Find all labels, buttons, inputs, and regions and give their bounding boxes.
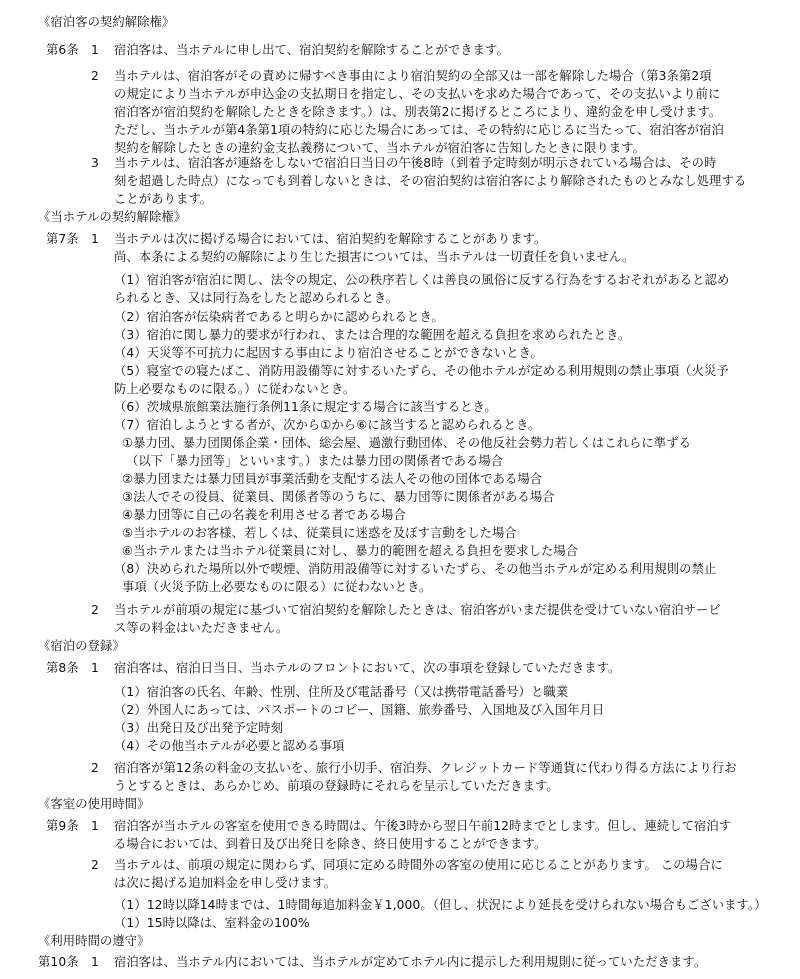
list-item: 事項（火災予防上必要なものに限る）に従わないとき。 (122, 580, 432, 594)
paragraph-line: 当ホテルは、前項の規定に関わらず、同項に定める時間外の客室の使用に応じることがあります。 この場合に (114, 858, 723, 872)
section-heading: 《利用時間の遵守》 (38, 934, 150, 948)
list-item: （6）茨城県旅館業法施行条例11条に規定する場合に該当するとき。 (114, 400, 497, 414)
list-item: （5）寝室での寝たばこ、消防用設備等に対するいたずら、その他ホテルが定める利用規則の禁止事項（火災予 (114, 364, 729, 378)
sub-list-item: ⑤当ホテルのお客様、若しくは、従業員に迷惑を及ぼす言動をした場合 (122, 526, 517, 540)
paragraph-number: 2 (91, 858, 99, 872)
list-item: （4）天災等不可抗力に起因する事由により宿泊させることができないとき。 (114, 346, 543, 360)
paragraph-number: 1 (91, 955, 99, 969)
paragraph-line: 契約を解除したときの違約金支払義務について、当ホテルが宿泊客に告知したときに限ります。 (114, 141, 645, 155)
paragraph-line: 宿泊客は、当ホテルに申し出て、宿泊契約を解除することができます。 (114, 43, 509, 57)
article-label: 第8条 (46, 661, 79, 675)
list-item: 防上必要なものに限る。）に従わないとき。 (114, 382, 356, 396)
section-heading: 《宿泊客の契約解除権》 (38, 15, 175, 29)
list-item: （1）宿泊客が宿泊に関し、法令の規定、公の秩序若しくは善良の風俗に反する行為をするおそれがあると認め (114, 273, 730, 287)
article-label: 第9条 (46, 819, 79, 833)
paragraph-number: 1 (91, 232, 99, 246)
article-label: 第7条 (46, 232, 79, 246)
list-item: られるとき、又は同行為をしたと認められるとき。 (114, 291, 399, 305)
list-item: （2）外国人にあっては、パスポートのコピー、国籍、旅券番号、入国地及び入国年月日 (114, 703, 605, 717)
paragraph-number: 1 (91, 661, 99, 675)
paragraph-line: ことがあります。 (114, 192, 213, 206)
paragraph-line: 宿泊客が第12条の料金の支払いを、旅行小切手、宿泊券、クレジットカード等通貨に代わり得る方法により行お (114, 761, 737, 775)
paragraph-line: 当ホテルが前項の規定に基づいて宿泊契約を解除したときは、宿泊客がいまだ提供を受けていない宿泊サービ (114, 603, 721, 617)
sub-list-item: （以下「暴力団等」といいます。）または暴力団の関係者である場合 (126, 454, 504, 468)
list-item: （2）宿泊客が伝染病者であると明らかに認められるとき。 (114, 310, 444, 324)
paragraph-line: 宿泊客が宿泊契約を解除したときを除きます。）は、別表第2に掲げるところにより、違約金を申し受けます。 (114, 105, 722, 119)
paragraph-line: 刻を超過した時点）になっても到着しないときは、その宿泊契約は宿泊客により解除されたものとみなし処理する (114, 174, 747, 188)
paragraph-number: 2 (91, 603, 99, 617)
sub-list-item: ④暴力団等に自己の名義を利用させる者である場合 (122, 508, 406, 522)
article-label: 第6条 (46, 43, 79, 57)
paragraph-number: 1 (91, 43, 99, 57)
paragraph-number: 1 (91, 819, 99, 833)
paragraph-line: ただし、当ホテルが第4条第1項の特約に応じた場合にあっては、その特約に応じるに当たって、宿泊客が宿泊 (114, 123, 724, 137)
list-item: （7）宿泊しようとする者が、次から①から⑥に該当すると認められるとき。 (114, 418, 541, 432)
paragraph-line: 宿泊客は、当ホテル内においては、当ホテルが定めてホテル内に提示した利用規則に従っていただきます。 (114, 955, 707, 969)
list-item: （1）宿泊客の氏名、年齢、性別、住所及び電話番号（又は携帯電話番号）と職業 (114, 685, 569, 699)
paragraph-number: 2 (91, 761, 99, 775)
paragraph-line: は次に掲げる追加料金を申し受けます。 (114, 876, 337, 890)
paragraph-line: る場合においては、到着日及び出発日を除き、終日使用することができます。 (114, 837, 547, 851)
paragraph-line: 当ホテルは、宿泊客がその責めに帰すべき事由により宿泊契約の全部又は一部を解除した場合（第3条第2項 (114, 69, 712, 83)
paragraph-line: ス等の料金はいただきません。 (114, 621, 289, 635)
sub-list-item: ②暴力団または暴力団員が事業活動を支配する法人その他の団体である場合 (122, 472, 543, 486)
paragraph-line: うとするときは、あらかじめ、前項の登録時にそれらを呈示していただきます。 (114, 779, 559, 793)
paragraph-line: 尚、本条による契約の解除により生じた損害については、当ホテルは一切責任を負いません。 (114, 250, 635, 264)
sub-list-item: ⑥当ホテルまたは当ホテル従業員に対し、暴力的範囲を超える負担を要求した場合 (122, 544, 579, 558)
paragraph-line: 宿泊客は、宿泊日当日、当ホテルのフロントにおいて、次の事項を登録していただきます。 (114, 661, 621, 675)
paragraph-number: 3 (91, 156, 99, 170)
paragraph-number: 2 (91, 69, 99, 83)
paragraph-line: の規定により当ホテルが申込金の支払期日を指定し、その支払いを求めた場合であって、その支払いより前に (114, 87, 721, 101)
sub-list-item: ③法人でその役員、従業員、関係者等のうちに、暴力団等に関係者がある場合 (122, 490, 555, 504)
list-item: （4）その他当ホテルが必要と認める事項 (114, 739, 345, 753)
sub-list-item: ①暴力団、暴力団関係企業・団体、総会屋、過激行動団体、その他反社会勢力若しくはこれらに準ずる (122, 436, 691, 450)
list-item: （1）12時以降14時までは、1時間毎追加料金￥1,000。（但し、状況により延長を受けられない場合もございます。） (114, 898, 767, 912)
article-label: 第10条 (38, 955, 79, 969)
list-item: （3）出発日及び出発予定時刻 (114, 721, 284, 735)
section-heading: 《宿泊の登録》 (38, 639, 125, 653)
paragraph-line: 宿泊客が当ホテルの客室を使用できる時間は、午後3時から翌日午前12時までとします。但し、連続して宿泊す (114, 819, 732, 833)
section-heading: 《当ホテルの契約解除権》 (38, 210, 187, 224)
section-heading: 《客室の使用時間》 (38, 797, 150, 811)
paragraph-line: 当ホテルは、宿泊客が連絡をしないで宿泊日当日の午後8時（到着予定時刻が明示されている場合は、その時 (114, 156, 717, 170)
list-item: （1）15時以降は、室料金の100% (114, 916, 310, 930)
list-item: （3）宿泊に関し暴力的要求が行われ、または合理的な範囲を超える負担を求められたとき。 (114, 328, 631, 342)
list-item: （8）決められた場所以外で喫煙、消防用設備等に対するいたずら、その他当ホテルが定める利用規則の禁止 (114, 562, 717, 576)
paragraph-line: 当ホテルは次に掲げる場合においては、宿泊契約を解除することがあります。 (114, 232, 547, 246)
